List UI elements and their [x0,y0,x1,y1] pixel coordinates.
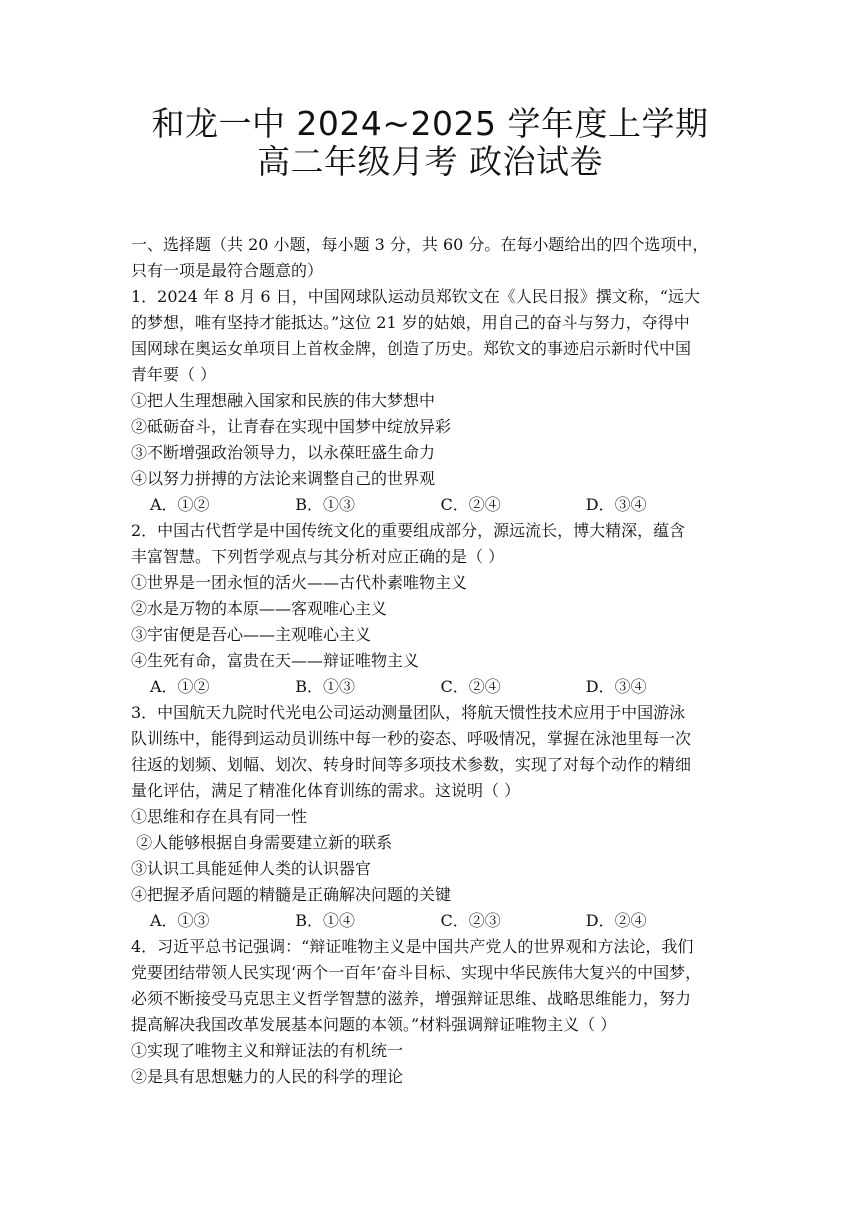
statement: ②是具有思想魅力的人民的科学的理论 [131,1067,404,1086]
option-b: B．①③ [295,677,356,696]
page-title-line2: 高二年级月考 政治试卷 [257,142,603,181]
statement: ②砥砺奋斗，让青春在实现中国梦中绽放异彩 [131,417,452,436]
option-a: A．①② [150,677,210,696]
statement: ①实现了唯物主义和辩证法的有机统一 [131,1041,404,1060]
question-2 [131,518,731,700]
option-a: A．①② [150,495,210,514]
question-stem: 3．中国航天九院时代光电公司运动测量团队，将航天惯性技术应用于中国游泳 [131,703,686,722]
statement: ②人能够根据自身需要建立新的联系 [131,833,393,852]
statement: ①世界是一团永恒的活火——古代朴素唯物主义 [131,573,468,592]
question-stem: 提高解决我国改革发展基本问题的本领。”材料强调辩证唯物主义（ ） [131,1015,617,1034]
option-d: D．③④ [585,495,647,514]
option-c: C．②③ [440,911,501,930]
question-stem: 丰富智慧。下列哲学观点与其分析对应正确的是（ ） [131,547,505,566]
statement: ③宇宙便是吾心——主观唯心主义 [131,625,372,644]
option-d: D．②④ [585,911,647,930]
statement: ②水是万物的本原——客观唯心主义 [131,599,388,618]
answer-options [131,908,731,934]
question-1 [131,284,731,518]
question-stem: 2．中国古代哲学是中国传统文化的重要组成部分，源远流长，博大精深，蕴含 [131,521,686,540]
question-stem: 量化评估，满足了精准化体育训练的需求。这说明（ ） [131,781,521,800]
question-stem: 1．2024 年 8 月 6 日，中国网球队运动员郑钦文在《人民日报》撰文称，“远大 [131,287,700,306]
option-c: C．②④ [440,495,501,514]
statement: ①把人生理想融入国家和民族的伟大梦想中 [131,391,436,410]
question-3 [131,700,731,934]
question-stem: 的梦想，唯有坚持才能抵达。”这位 21 岁的姑娘，用自己的奋斗与努力，夺得中 [131,313,690,332]
exam-body [131,232,731,1090]
question-stem: 党要团结带领人民实现‘两个一百年’奋斗目标、实现中华民族伟大复兴的中国梦， [131,963,702,982]
question-stem: 国网球在奥运女单项目上首枚金牌，创造了历史。郑钦文的事迹启示新时代中国 [131,339,692,358]
section-heading-cont: 只有一项是最符合题意的） [131,261,324,280]
question-4 [131,934,731,1090]
question-stem: 往返的划频、划幅、划次、转身时间等多项技术参数，实现了对每个动作的精细 [131,755,692,774]
statement: ④生死有命，富贵在天——辩证唯物主义 [131,651,420,670]
option-a: A．①③ [150,911,210,930]
section-heading: 一、选择题（共 20 小题，每小题 3 分，共 60 分。在每小题给出的四个选项中， [131,235,709,254]
option-c: C．②④ [440,677,501,696]
page-title-line1: 和龙一中 2024~2025 学年度上学期 [151,104,709,143]
answer-options [131,492,731,518]
statement: ①思维和存在具有同一性 [131,807,308,826]
question-stem: 4．习近平总书记强调：“辩证唯物主义是中国共产党人的世界观和方法论，我们 [131,937,694,956]
option-b: B．①④ [295,911,356,930]
statement: ④把握矛盾问题的精髓是正确解决问题的关键 [131,885,452,904]
option-d: D．③④ [585,677,647,696]
statement: ④以努力拼搏的方法论来调整自己的世界观 [131,469,436,488]
question-stem: 青年要（ ） [131,365,217,384]
question-stem: 队训练中，能得到运动员训练中每一秒的姿态、呼吸情况，掌握在泳池里每一次 [131,729,692,748]
statement: ③不断增强政治领导力，以永葆旺盛生命力 [131,443,436,462]
option-b: B．①③ [295,495,356,514]
answer-options [131,674,731,700]
question-stem: 必须不断接受马克思主义哲学智慧的滋养，增强辩证思维、战略思维能力，努力 [131,989,692,1008]
statement: ③认识工具能延伸人类的认识器官 [131,859,372,878]
